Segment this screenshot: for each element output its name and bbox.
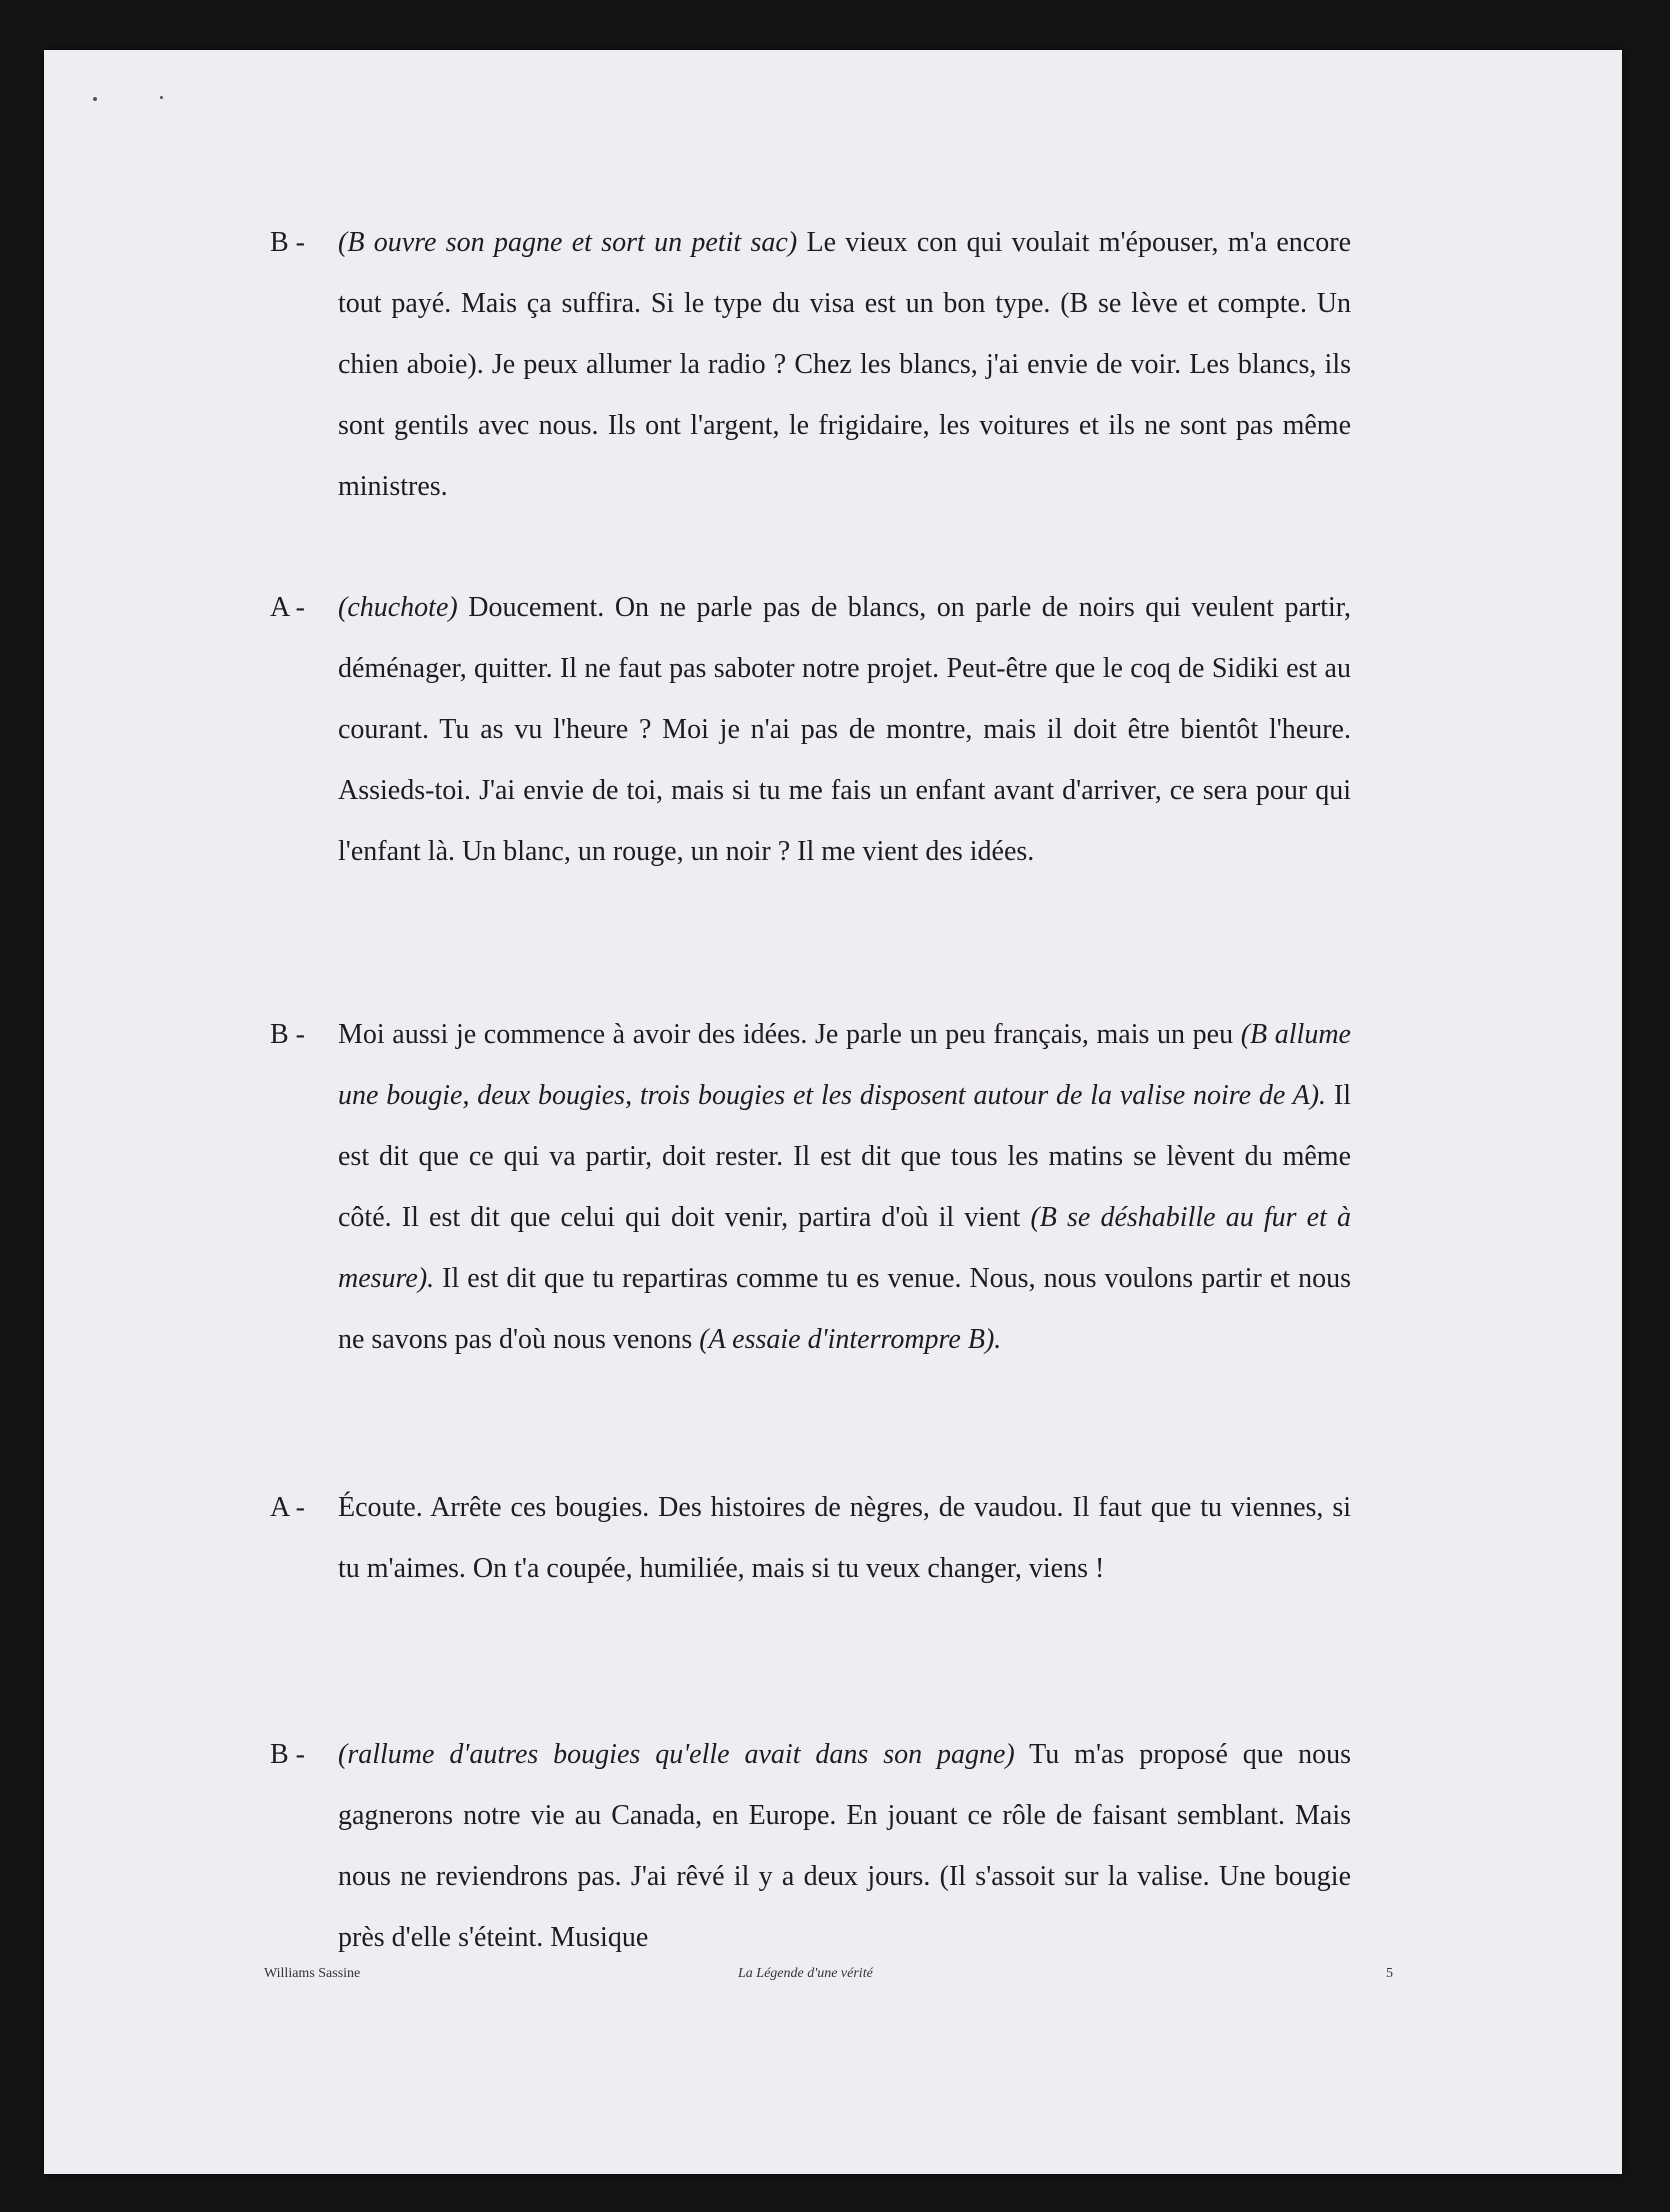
stage-direction: (chuchote)	[338, 592, 458, 623]
footer-author: Williams Sassine	[264, 1966, 361, 1981]
stage-direction: (rallume d'autres bougies qu'elle avait dans son pagne)	[338, 1739, 1015, 1770]
paper-speck	[93, 97, 97, 101]
speech-line: Le vieux con qui voulait m'épouser, m'a encore tout payé. Mais ça suffira. Si le type du visa est un bon type. (B se lève et compte. Un chien aboie). Je peux allumer la radio ? Chez les blancs, j'ai envie de voir. Les blancs, ils sont gentils avec nous. Ils ont l'argent, le frigidaire, les voitures et ils ne sont pas même ministres.	[338, 227, 1351, 502]
speech-line: Écoute. Arrête ces bougies. Des histoires de nègres, de vaudou. Il faut que tu viennes, si tu m'aimes. On t'a coupée, humiliée, mais si tu veux changer, viens !	[338, 1492, 1351, 1584]
stage-direction: (B ouvre son pagne et sort un petit sac)	[338, 227, 798, 258]
paper-speck	[160, 96, 163, 99]
stage-direction: (B allume une bougie, deux bougies, trois bougies et les disposent autour de la valise noire de A).	[338, 1019, 1351, 1111]
speech-line: Moi aussi je commence à avoir des idées. Je parle un peu français, mais un peu	[338, 1019, 1241, 1050]
stage-direction: (B se déshabille au fur et à mesure).	[338, 1202, 1351, 1294]
stage-direction: (A essaie d'interrompre B).	[699, 1324, 1002, 1355]
speaker-label: B -	[270, 1019, 305, 1050]
footer-title: La Légende d'une vérité	[738, 1966, 873, 1981]
speech-line: Doucement. On ne parle pas de blancs, on parle de noirs qui veulent partir, déménager, quitter. Il ne faut pas saboter notre projet. Peut-être que le coq de Sidiki est au courant. Tu as vu l'heure ? Moi je n'ai pas de montre, mais il doit être bientôt l'heure. Assieds-toi. J'ai envie de toi, mais si tu me fais un enfant avant d'arriver, ce sera pour qui l'enfant là. Un blanc, un rouge, un noir ? Il me vient des idées.	[338, 592, 1351, 867]
speaker-label: A -	[270, 1492, 305, 1523]
speech-line: Il est dit que tu repartiras comme tu es venue. Nous, nous voulons partir et nous ne savons pas d'où nous venons	[338, 1263, 1351, 1355]
speaker-label: A -	[270, 592, 305, 623]
speech-text	[338, 212, 1351, 517]
speech-text	[338, 577, 1351, 882]
page-number: 5	[1386, 1966, 1393, 1981]
speech-text	[338, 1004, 1351, 1370]
speaker-label: B -	[270, 227, 305, 258]
speech-line: Tu m'as proposé que nous gagnerons notre vie au Canada, en Europe. En jouant ce rôle de faisant semblant. Mais nous ne reviendrons pas. J'ai rêvé il y a deux jours. (Il s'assoit sur la valise. Une bougie près d'elle s'éteint. Musique	[338, 1739, 1352, 1953]
speech-text	[338, 1724, 1351, 1968]
speaker-label: B -	[270, 1739, 305, 1770]
speech-line: Il est dit que ce qui va partir, doit rester. Il est dit que tous les matins se lèvent du même côté. Il est dit que celui qui doit venir, partira d'où il vient	[338, 1080, 1351, 1233]
speech-text	[338, 1477, 1351, 1599]
